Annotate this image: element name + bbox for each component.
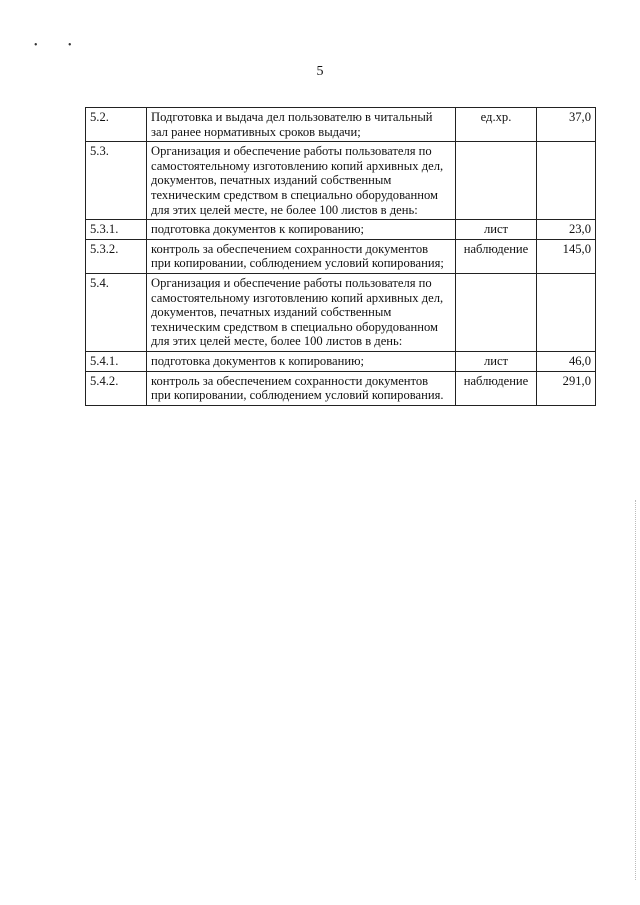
- row-description: контроль за обеспечением сохранности документов при копировании, соблюдением условий копирования.: [147, 371, 456, 405]
- table-row: [86, 239, 596, 273]
- price-table: [85, 107, 596, 406]
- row-value: 291,0: [537, 371, 596, 405]
- row-unit: лист: [456, 220, 537, 240]
- row-description: подготовка документов к копированию;: [147, 351, 456, 371]
- row-description: Подготовка и выдача дел пользователю в читальный зал ранее нормативных сроков выдачи;: [147, 108, 456, 142]
- row-description: Организация и обеспечение работы пользователя по самостоятельному изготовлению копий архивных дел, документов, печатных изданий собственным техническим средством в специально оборудованном для этих целей месте, более 100 листов в день:: [147, 273, 456, 351]
- row-description: контроль за обеспечением сохранности документов при копировании, соблюдением условий копирования;: [147, 239, 456, 273]
- table-row: [86, 273, 596, 351]
- row-description: подготовка документов к копированию;: [147, 220, 456, 240]
- table-row: [86, 142, 596, 220]
- row-number: 5.3.2.: [86, 239, 147, 273]
- row-number: 5.4.2.: [86, 371, 147, 405]
- row-description: Организация и обеспечение работы пользователя по самостоятельному изготовлению копий архивных дел, документов, печатных изданий собственным техническим средством в специально оборудованном для этих целей месте, не более 100 листов в день:: [147, 142, 456, 220]
- row-value: 23,0: [537, 220, 596, 240]
- row-value: [537, 273, 596, 351]
- row-unit: лист: [456, 351, 537, 371]
- row-value: 145,0: [537, 239, 596, 273]
- scan-marks: • •: [34, 40, 86, 51]
- row-unit: [456, 142, 537, 220]
- row-number: 5.2.: [86, 108, 147, 142]
- row-number: 5.4.1.: [86, 351, 147, 371]
- row-unit: [456, 273, 537, 351]
- table-row: [86, 371, 596, 405]
- row-number: 5.3.1.: [86, 220, 147, 240]
- page-number: 5: [316, 64, 324, 79]
- row-unit: наблюдение: [456, 371, 537, 405]
- table-row: [86, 351, 596, 371]
- row-unit: наблюдение: [456, 239, 537, 273]
- row-number: 5.4.: [86, 273, 147, 351]
- table-row: [86, 220, 596, 240]
- scan-edge-divider: [633, 500, 636, 880]
- row-value: 37,0: [537, 108, 596, 142]
- row-value: 46,0: [537, 351, 596, 371]
- row-number: 5.3.: [86, 142, 147, 220]
- table-row: [86, 108, 596, 142]
- row-unit: ед.хр.: [456, 108, 537, 142]
- row-value: [537, 142, 596, 220]
